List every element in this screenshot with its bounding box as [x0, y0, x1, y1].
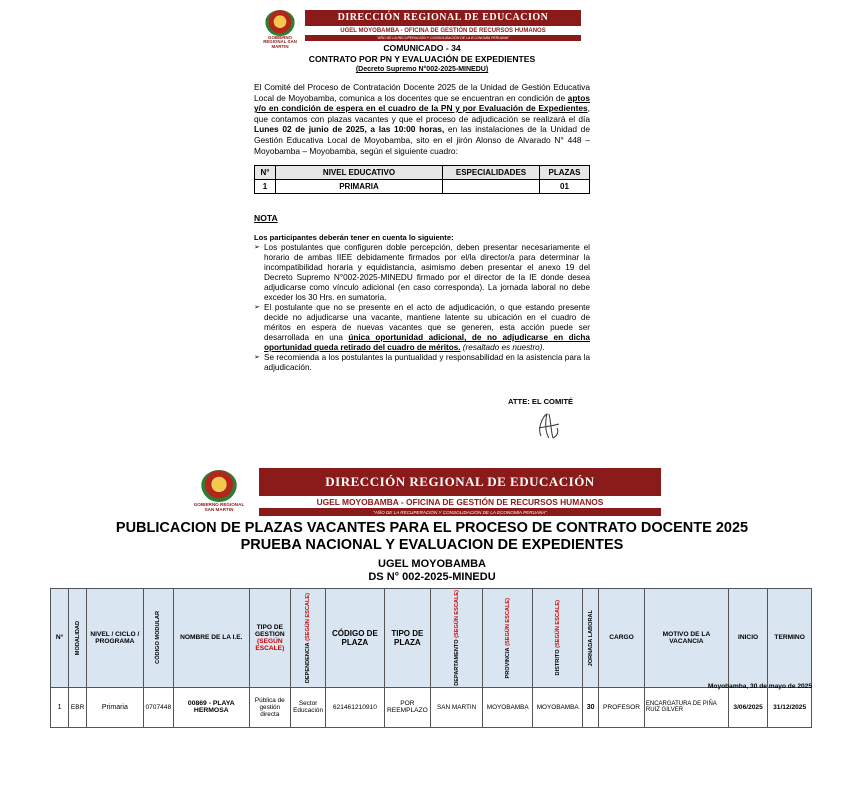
crest-label: GOBIERNO REGIONAL SAN MARTIN — [193, 502, 245, 512]
publicacion-ugel: UGEL MOYOBAMBA — [378, 558, 486, 570]
table-row — [255, 180, 590, 194]
cell-dependencia: Sector Educación — [291, 687, 326, 727]
col-nivel: NIVEL / CICLO / PROGRAMA — [87, 589, 143, 688]
col-especialidades: ESPECIALIDADES — [443, 166, 540, 180]
cell-inicio: 3/06/2025 — [728, 687, 767, 727]
col-plazas: PLAZAS — [540, 166, 590, 180]
col-termino: TERMINO — [768, 589, 812, 688]
atte-signature-label: ATTE: EL COMITÉ — [508, 397, 574, 406]
col-tipo-plaza: TIPO DE PLAZA — [384, 589, 430, 688]
col-departamento: DEPARTAMENTO (SEGÚN ESCALE) — [431, 589, 483, 688]
cell-jornada: 30 — [583, 687, 599, 727]
publicacion-title: PUBLICACION DE PLAZAS VACANTES PARA EL PROCESO DE CONTRATO DOCENTE 2025 — [115, 520, 749, 536]
cell-departamento: SAN MARTIN — [431, 687, 483, 727]
header-motto: "AÑO DE LA RECUPERACIÓN Y CONSOLIDACIÓN DE LA ECONOMÍA PERUANA" — [259, 509, 661, 516]
regional-crest-logo — [201, 470, 237, 502]
col-codigo-modular: CÓDIGO MODULAR — [143, 589, 174, 688]
cell-modalidad: EBR — [69, 687, 87, 727]
header-title-banner: DIRECCIÓN REGIONAL DE EDUCACIÓN — [259, 468, 661, 496]
cell-tipo-plaza: POR REEMPLAZO — [384, 687, 430, 727]
cell-n: 1 — [51, 687, 69, 727]
publicacion-subtitle: PRUEBA NACIONAL Y EVALUACION DE EXPEDIENTES — [240, 537, 624, 553]
col-jornada: JORNADA LABORAL — [583, 589, 599, 688]
cell-codigo-plaza: 621461210910 — [326, 687, 385, 727]
table-header-row — [51, 589, 812, 688]
cell-motivo: ENCARGATURA DE PIÑA RUIZ GILVER — [644, 687, 728, 727]
col-provincia: PROVINCIA (SEGÚN ESCALE) — [483, 589, 533, 688]
cell-plazas: 01 — [540, 180, 590, 194]
comunicado-decreto: (Decreto Supremo N°002-2025-MINEDU) — [355, 66, 489, 73]
col-distrito: DISTRITO (SEGÚN ESCALE) — [533, 589, 583, 688]
plazas-summary-table — [254, 165, 590, 194]
cell-termino: 31/12/2025 — [768, 687, 812, 727]
col-codigo-plaza: CÓDIGO DE PLAZA — [326, 589, 385, 688]
regional-crest-logo — [265, 10, 295, 36]
col-nivel: NIVEL EDUCATIVO — [276, 166, 443, 180]
table-row — [51, 687, 812, 727]
signature-mark — [533, 410, 563, 442]
notes-list — [254, 243, 590, 373]
crest-label: GOBIERNO REGIONAL SAN MARTIN — [263, 35, 297, 49]
participants-heading: Los participantes deberán tener en cuenta lo siguiente: — [254, 233, 454, 242]
cell-tipo-gestion: Pública de gestión directa — [249, 687, 290, 727]
header-subtitle: UGEL MOYOBAMBA - OFICINA DE GESTIÓN DE RECURSOS HUMANOS — [259, 497, 661, 509]
comunicado-paragraph: El Comité del Proceso de Contratación Docente 2025 de la Unidad de Gestión Educativa Local de Moyobamba, comunica a los docentes que se encuentran en condición de aptos y/o en condición de espera en el cuadro de la PN y por Evaluación de Expedientes, que contamos con plazas vacantes y que el proceso de adjudicación se realizará el día Lunes 02 de junio de 2025, a las 10:00 horas, en las instalaciones de la Unidad de Gestión Educativa Local de Moyobamba, sito en el jirón Alonso de Alvarado N° 448 – Moyobamba – Moyobamba, según el siguiente cuadro: — [254, 82, 590, 156]
col-nombre-ie: NOMBRE DE LA I.E. — [174, 589, 250, 688]
comunicado-number: COMUNICADO - 34 — [383, 43, 461, 53]
cell-nivel: Primaria — [87, 687, 143, 727]
col-inicio: INICIO — [728, 589, 767, 688]
publicacion-decreto: DS N° 002-2025-MINEDU — [368, 571, 496, 583]
col-cargo: CARGO — [599, 589, 645, 688]
col-n: N° — [51, 589, 69, 688]
cell-nombre-ie: 00869 - PLAYA HERMOSA — [174, 687, 250, 727]
list-item: ➢ Los postulantes que configuren doble percepción, deben presentar necesariamente el horario de ambas IIEE debidamente firmados por el/la director/a para determinar la incompatibilidad horaria y equidistancia, asimismo deben presentar el anexo 19 del Decreto Supremo N°002-2025-MINEDU firmado por el director de la IE donde desea adjudicarse como vínculo adicional (en caso corresponda). La jornada laboral no debe exceder los 30 Hrs. en sumatoria. — [254, 243, 590, 303]
col-dependencia: DEPENDENCIA (SEGÚN ESCALE) — [291, 589, 326, 688]
cell-codigo-modular: 0707448 — [143, 687, 174, 727]
footer-date: Moyobamba, 30 de mayo de 2025 — [707, 683, 812, 690]
cell-especialidades — [443, 180, 540, 194]
cell-cargo: PROFESOR — [599, 687, 645, 727]
comunicado-title: CONTRATO POR PN Y EVALUACIÓN DE EXPEDIENTES — [308, 54, 536, 64]
col-modalidad: MODALIDAD — [69, 589, 87, 688]
cell-distrito: MOYOBAMBA — [533, 687, 583, 727]
header-title-banner: DIRECCIÓN REGIONAL DE EDUCACION — [305, 10, 581, 26]
list-item: ➢ Se recomienda a los postulantes la puntualidad y responsabilidad en la asistencia para la adjudicación. — [254, 353, 590, 373]
col-tipo-gestion: TIPO DE GESTION (SEGÚN ESCALE) — [249, 589, 290, 688]
header-motto: "AÑO DE LA RECUPERACIÓN Y CONSOLIDACIÓN DE LA ECONOMÍA PERUANA" — [305, 36, 581, 41]
vacancies-table — [50, 588, 812, 728]
nota-heading: NOTA — [254, 213, 278, 223]
cell-provincia: MOYOBAMBA — [483, 687, 533, 727]
list-item: ➢ El postulante que no se presente en el acto de adjudicación, o que estando presente decide no adjudicarse una vacante, mantiene latente su ubicación en el cuadro de méritos en espera de nuevas vacantes que se generen, esta acción puede ser desarrollada en una única oportunidad adicional, de no adjudicarse en dicha oportunidad queda retirado del cuadro de méritos. (resaltado es nuestro). — [254, 303, 590, 353]
col-motivo: MOTIVO DE LA VACANCIA — [644, 589, 728, 688]
header-subtitle: UGEL MOYOBAMBA - OFICINA DE GESTIÓN DE RECURSOS HUMANOS — [305, 27, 581, 36]
col-n: N° — [255, 166, 276, 180]
cell-nivel: PRIMARIA — [276, 180, 443, 194]
cell-n: 1 — [255, 180, 276, 194]
